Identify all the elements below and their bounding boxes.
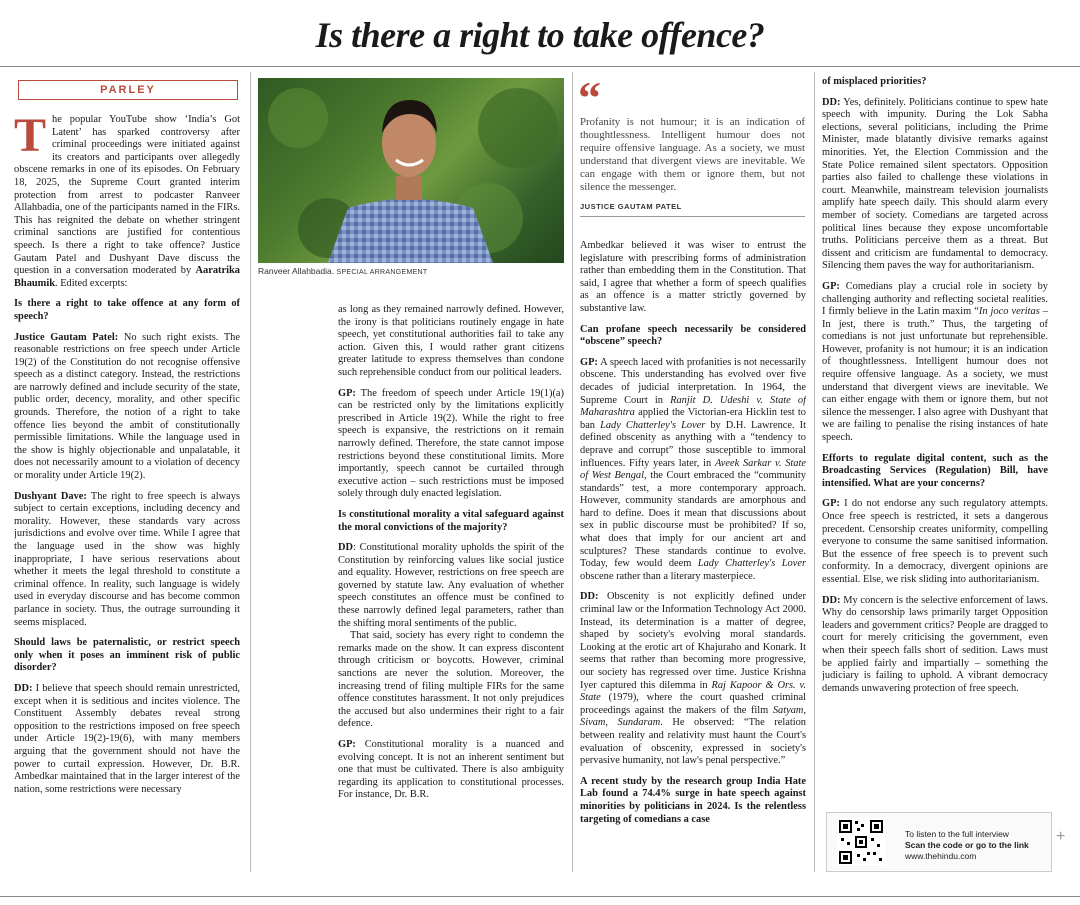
question-heading: Can profane speech necessarily be considered “obscene” speech? [580,323,806,348]
bottom-rule [0,896,1080,897]
answer-paragraph: DD: Obscenity is not explicitly defined under criminal law or the Information Technology Act 2000. Instead, its determination is a matter of degree, shaped by society's evolving moral standards. Looking at the erotic art of Khajuraho and Konark. It seems that rather than becoming more progressive, our society has regressed over time. Justice Krishna Iyer captured this dilemma in Raj Kapoor & Ors. v. State (1979), where the court quashed criminal proceedings against the makers of the film Satyam, Sivam, Sundaram. He observed: “The relation between reality and relativity must haunt the Court's evaluation of obscenity, expressed in society's pervasive humanity, not law's penal perspective.” [580,591,806,767]
drop-cap: T [14,114,47,162]
question-heading: Is constitutional morality a vital safeguard against the moral convictions of the majority? [338,508,564,533]
qr-promo [826,812,1052,872]
pull-quote-rule [580,216,805,217]
section-label: PARLEY [18,80,238,100]
pull-quote: Profanity is not humour; it is an indication of thoughtlessness. Intelligent humour does not require offensive language. As a society, we must understand that divergent views are inevitable. We can engage with them or ignore them, but not silence the messenger. [580,116,805,193]
column-4 [822,76,1048,804]
quote-mark-icon: “ [578,72,601,123]
answer-paragraph: Justice Gautam Patel: No such right exists. The reasonable restrictions on free speech under Article 19(2) of the Constitution do not recognise offensive speech as a distinct category. Instead, the restrictions are narrowly defined and include security of the state, public order, decency, morality, and other specific grounds. Therefore, the notion of a right to take offence lies beyond the ambit of constitutionally permissible limitations. While the language used in the show is highly objectionable and unpalatable, it does not necessarily amount to a violation of decency or morality under Article 19(2). [14,331,240,482]
plus-icon: + [1056,828,1066,845]
moderator-name: Aaratrika Bhaumik [14,265,240,289]
portrait-photo [258,78,564,263]
column-divider [814,72,815,872]
answer-paragraph: GP: The freedom of speech under Article 19(1)(a) can be restricted only by the limitations explicitly prescribed in Article 19(2). While the right to free speech is expansive, the restrictions on it remain narrowly defined. Therefore, the state cannot impose restrictions beyond these constitutional limits. More importantly, speech cannot be curtailed through executive action – such restrictions must be imposed solely through duly enacted legislation. [338,387,564,500]
question-heading: of misplaced priorities? [822,76,927,87]
person-illustration [258,78,564,263]
question-heading: Should laws be paternalistic, or restrict speech only when it poses an imminent risk of public disorder? [14,637,240,674]
top-rule [0,66,1080,67]
answer-paragraph: DD: Constitutional morality upholds the spirit of the Constitution by reinforcing values like social justice and equality. However, restrictions on free speech are governed by statute law. Any evaluation of whether speech constitutes an offence must be confined to these narrowly defined legal parameters, rather than the shifting moral sentiments of the public. [338,542,564,629]
column-divider [572,72,573,872]
answer-paragraph: GP: Constitutional morality is a nuanced and evolving concept. It is not an inherent sentiment but one that must be cultivated. There is also ambiguity regarding its application to constitutional processes. For instance, Dr. B.R. [338,739,564,801]
qr-code-icon[interactable] [837,818,885,866]
question-heading: A recent study by the research group India Hate Lab found a 74.4% surge in hate speech against minorities by politicians in 2024. Is the relentless targeting of comedians a case [580,775,806,825]
answer-paragraph: That said, society has every right to condemn the remarks made on the show. It can express discontent through criticism or boycotts. However, criminal sanctions are never the solution. Moreover, the increasing trend of filing multiple FIRs for the same offence constitutes harassment. It not only prejudices the accused but also undermines their right to a fair defence. [338,630,564,730]
answer-paragraph: GP: Comedians play a crucial role in society by challenging authority and reflecting societal realities. I firmly believe in the Latin maxim “In joco veritas – In jest, there is truth.” Thus, the targeting of comedians is not just unfortunate but reprehensible. However, profanity is not humour; it is an indication of thoughtlessness. Intelligent humour does not require offensive language. As a society, we must understand that divergent views are inevitable. We can either engage with them or ignore them, but not silence the messenger. I also agree with Dushyant that we are failing to penalise the rising instances of hate speech. [822,280,1048,444]
photo-credit: SPECIAL ARRANGEMENT [336,269,428,276]
pull-quote-attribution: JUSTICE GAUTAM PATEL [580,202,682,211]
answer-paragraph: DD: My concern is the selective enforcement of laws. Why do censorship laws primarily target Opposition leaders and government critics? People are dragged to court for merely criticising the government, even when their speech falls short of sedition. Laws must be applied fairly and impartially – something the judiciary is failing to uphold. A vibrant democracy demands unwavering protection of free speech. [822,594,1048,694]
column-2 [338,304,564,874]
question-heading: Efforts to regulate digital content, such as the Broadcasting Services (Regulation) Bill, have intensified. What are your concerns? [822,452,1048,489]
answer-paragraph: DD: Yes, definitely. Politicians continue to spew hate speech with impunity. During the Lok Sabha elections, several politicians, including the Prime Minister, made blatantly divisive remarks against minorities. Yet, the Election Commission and the State Police remained silent spectators. Opposition parties also failed to challenge these violations in court. Meanwhile, mainstream television journalists amplify hate speech daily. This should alarm every member of society. Comedians are targeted across political lines because they expose uncomfortable truths. Politicians perceive them as a threat. But dissent and criticism are fundamental to democracy. Silencing them paves the way for authoritarianism. [822,96,1048,272]
photo-caption: Ranveer Allahbadia. SPECIAL ARRANGEMENT [258,266,428,276]
answer-paragraph: Dushyant Dave: The right to free speech is always subject to certain exceptions, including decency and morality. However, these standards vary across jurisdictions and evolve over time. While I agree that the language used in the show was highly inappropriate, I have serious reservations about whether it meets the legal threshold to constitute a criminal offence. In reality, such language is widely used in everyday discourse and has become common parlance in society. Thus, the outrage surrounding it seems misplaced. [14,490,240,628]
column-1 [14,114,240,874]
answer-paragraph: Ambedkar believed it was wiser to entrust the legislature with prescribing forms of administration rather than embedding them in the Constitution. That said, I agree that whether a form of speech qualifies as an offence is a matter strictly governed by substantive law. [580,240,806,314]
column-3 [580,240,806,876]
answer-paragraph: GP: I do not endorse any such regulatory attempts. Once free speech is restricted, it sets a dangerous precedent. Censorship creates uniformity, compelling everyone to consume the same sanitised information. But the essence of free speech is to prevent such conformity. In a democracy, divergent opinions are essential. Else, we risk sliding into authoritarianism. [822,498,1048,585]
site-link[interactable]: www.thehindu.com [905,851,977,861]
answer-paragraph: GP: A speech laced with profanities is not necessarily obscene. This understanding has evolved over five decades of judicial interpretation. In 1964, the Supreme Court in Ranjit D. Udeshi v. State of Maharashtra applied the Victorian-era Hicklin test to ban Lady Chatterley's Lover by D.H. Lawrence. It defined obscenity as anything with a “tendency to deprave and corrupt” those susceptible to immoral influences. Fifty years later, in Aveek Sarkar v. State of West Bengal, the Court embraced the “community standards” test, a more contemporary approach. However, community standards are amorphous and hard to define. Does it mean that discussions about sex in public discourse must be prohibited? If so, what does that imply for our ancient art and sculptures? These standards continue to evolve. Today, few would deem Lady Chatterley's Lover obscene rather than a literary masterpiece. [580,356,806,582]
qr-text: To listen to the full interview Scan the code or go to the link www.thehindu.com [905,829,1029,861]
intro-paragraph: The popular YouTube show ‘India’s Got Latent’ has sparked controversy after criminal proceedings were initiated against its creators and participants over allegedly obscene remarks in one of its episodes. On February 18, 2025, the Supreme Court granted interim protection from arrest to podcaster Ranveer Allahbadia, one of the participants named in the FIRs. This has reignited the debate on whether stringent criminal sanctions are justified for contentious speech. Is there a right to take offence? Justice Gautam Patel and Dushyant Dave discuss the question in a conversation moderated by Aaratrika Bhaumik. Edited excerpts: [14,114,240,289]
headline: Is there a right to take offence? [315,15,765,55]
question-heading: Is there a right to take offence at any form of speech? [14,298,240,322]
answer-paragraph: DD: I believe that speech should remain unrestricted, except when it is seditious and incites violence. The Constituent Assembly debates reveal strong opposition to the restrictions imposed on free speech under Article 19(2)-19(6), with many members arguing that the government should not have the power to curtail expression. However, Dr. B.R. Ambedkar maintained that in the larger interest of the nation, some restrictions were necessary [14,682,240,795]
column-divider [250,72,251,872]
answer-paragraph: as long as they remained narrowly defined. However, the irony is that politicians routinely engage in hate speech, yet constitutional authorities fail to take any action. Given this, I would rather grant citizens greater latitude to express themselves than condone such reprehensible conduct from our political leaders. [338,304,564,378]
